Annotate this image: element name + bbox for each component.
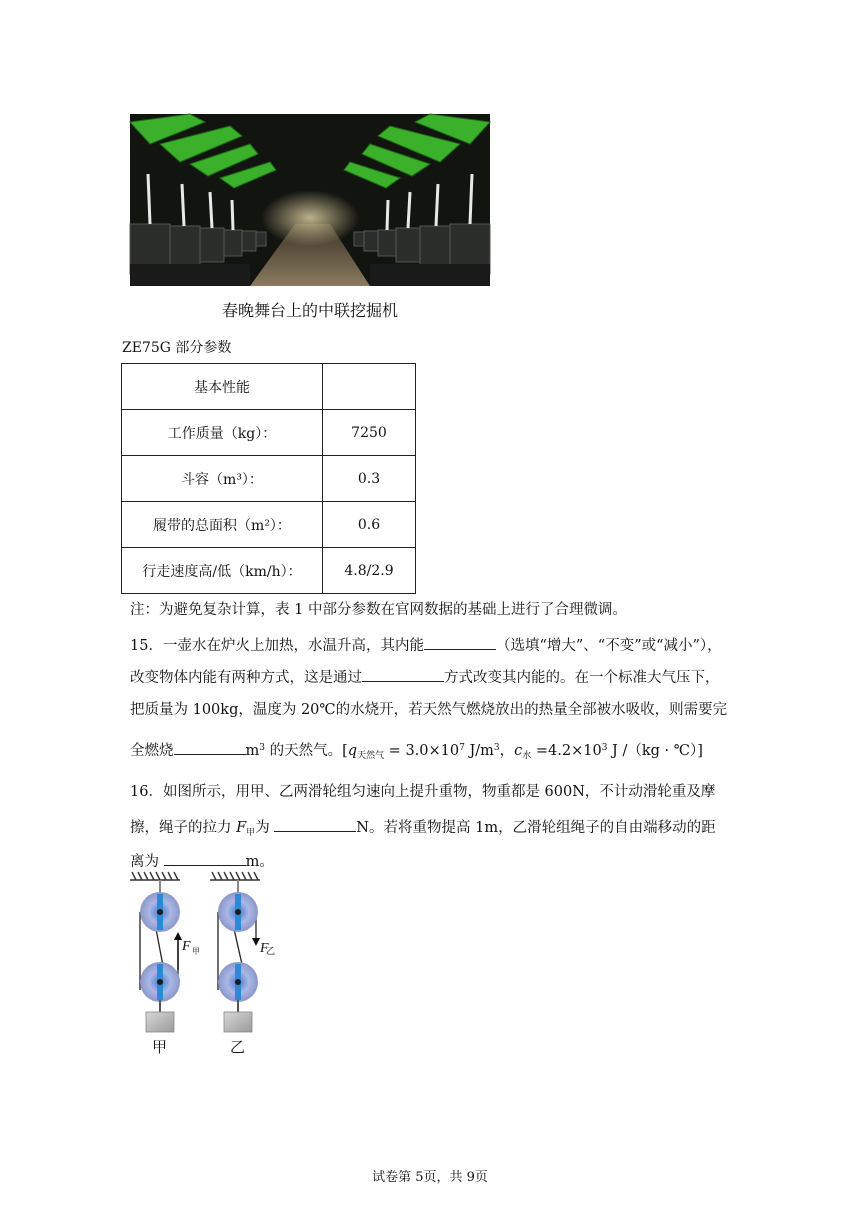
q16-text: 为 [255,820,275,836]
force-label-jia: F [182,939,191,954]
answer-blank [362,666,444,682]
table-cell-label: 履带的总面积（m²）： [122,502,323,548]
formula-value: = 3.0×10 [384,743,460,759]
q15-text: 15．一壶水在炉火上加热，水温升高，其内能 [130,638,424,654]
table-cell-label: 斗容（m³）： [122,456,323,502]
subscript: 天然气 [357,751,385,761]
table-cell-value: 0.6 [323,502,416,548]
table-cell-label: 工作质量（kg）： [122,410,323,456]
weight-left [146,1012,174,1032]
table-row [122,410,416,456]
table-title: ZE75G 部分参数 [122,340,232,356]
label-jia: 甲 [152,1038,168,1056]
q15-line-3: 把质量为 100kg，温度为 20℃的水烧开，若天然气燃烧放出的热量全部被水吸收，则需要完 [130,702,728,718]
q15-line-4 [130,738,703,766]
table-cell-label: 行走速度高/低（km/h）： [122,548,323,594]
formula-symbol: q [347,743,358,759]
table-cell-label: 基本性能 [122,364,323,410]
weight-right [224,1012,252,1032]
force-subscript-yi: 乙 [266,947,276,957]
q16-text: 擦，绳子的拉力 [130,820,237,836]
q15-text: m [245,743,260,759]
q16-text: 离为 [130,854,164,870]
force-subscript-jia: 甲 [192,947,200,956]
exponent: 3 [601,743,608,753]
formula-unit: J/m [464,743,494,759]
separator: ， [499,743,515,759]
formula-value: =4.2×10 [531,743,602,759]
subscript: 甲 [246,828,256,838]
table-note: 注：为避免复杂计算，表 1 中部分参数在官网数据的基础上进行了合理微调。 [130,602,627,618]
q15-text: （选填“增大”、“不变”或“减小”）， [495,638,722,654]
exponent: 7 [459,743,465,753]
answer-blank [164,850,246,866]
table-row [122,456,416,502]
q15-line-2 [130,666,720,688]
q16-text: m。 [245,854,274,870]
table-cell-value: 7250 [323,410,416,456]
q16-line-3 [130,850,274,872]
formula-symbol: c [514,743,523,759]
table-row [122,364,416,410]
parameter-table [121,363,416,594]
q15-text: 方式改变其内能的。在一个标准大气压下， [444,670,720,686]
formula-unit: J /（kg · ℃）] [607,743,703,759]
table-cell-value: 0.3 [323,456,416,502]
q15-line-1 [130,634,722,656]
force-symbol: F [236,820,247,836]
label-yi: 乙 [230,1038,246,1056]
q16-line-1: 16．如图所示，用甲、乙两滑轮组匀速向上提升重物，物重都是 600N，不计动滑轮重及摩 [130,784,716,800]
ceiling-right [210,872,260,880]
q15-text: 改变物体内能有两种方式，这是通过 [130,670,362,686]
exponent: 3 [259,743,265,753]
q16-text: N。若将重物提高 1m，乙滑轮组绳子的自由端移动的距 [356,820,716,836]
q16-line-2 [130,816,716,843]
pulley-figure [126,870,269,1056]
excavator-photo [130,114,490,286]
q15-text: 的天然气。[ [264,743,348,759]
force-label-yi: F [260,941,269,956]
force-arrow-down [252,938,260,946]
ceiling-left [130,872,180,880]
subscript: 水 [522,751,532,761]
photo-caption: 春晚舞台上的中联挖掘机 [221,301,398,320]
answer-blank [424,634,496,650]
answer-blank [174,739,246,755]
q15-text: 全燃烧 [130,743,174,759]
table-row [122,502,416,548]
table-cell-value [323,364,416,410]
page-footer: 试卷第 5页，共 9页 [372,1170,488,1185]
table-row [122,548,416,594]
exponent: 3 [493,743,500,753]
table-cell-value: 4.8/2.9 [323,548,416,594]
answer-blank [274,816,356,832]
